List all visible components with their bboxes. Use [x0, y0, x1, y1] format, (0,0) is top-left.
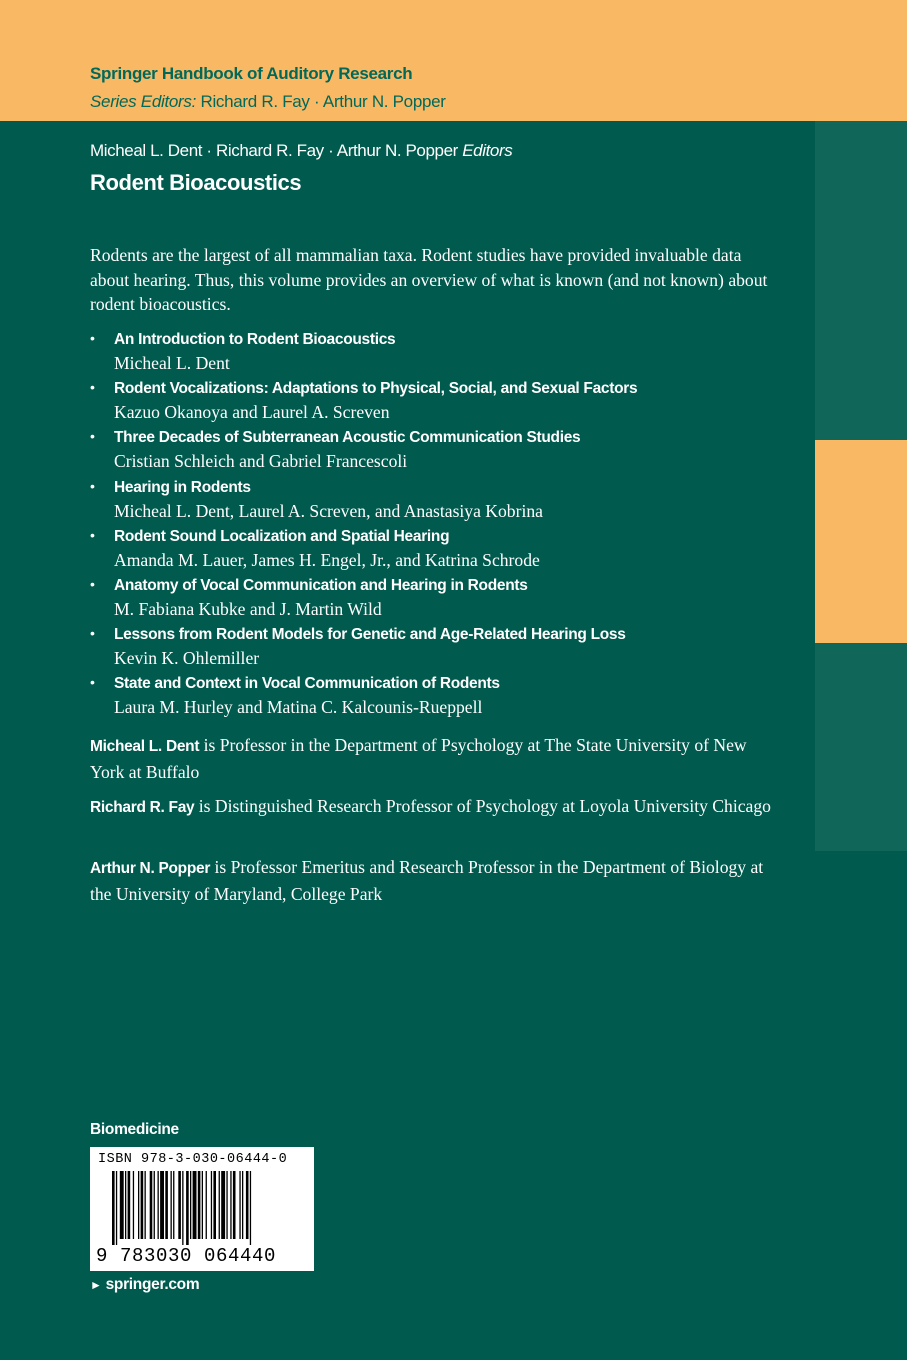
- editor-bio-dent: [90, 733, 780, 784]
- bio-name: Arthur N. Popper: [90, 860, 211, 877]
- barcode-bar: [182, 1171, 183, 1245]
- series-editors-names: Richard R. Fay · Arthur N. Popper: [196, 92, 446, 111]
- isbn-barcode: [90, 1147, 314, 1271]
- barcode-bars: [112, 1171, 302, 1245]
- chapter-authors: Micheal L. Dent: [114, 353, 230, 373]
- chapter-item: [90, 624, 810, 673]
- barcode-bar: [190, 1171, 191, 1239]
- barcode-bar: [112, 1171, 115, 1245]
- chapter-title: Rodent Vocalizations: Adaptations to Physical, Social, and Sexual Factors: [114, 380, 638, 398]
- barcode-bar: [239, 1171, 240, 1239]
- editor-bio-popper: [90, 855, 780, 906]
- barcode-bar: [226, 1171, 227, 1239]
- series-editors-label: Series Editors:: [90, 92, 197, 111]
- barcode-bar: [141, 1171, 144, 1239]
- bullet-icon: •: [90, 477, 95, 494]
- website-text: springer.com: [105, 1276, 200, 1293]
- barcode-bar: [202, 1171, 203, 1239]
- barcode-bar: [193, 1171, 197, 1239]
- barcode-bar: [138, 1171, 139, 1239]
- barcode-bar: [158, 1171, 159, 1239]
- bio-text: is Professor in the Department of Psychology at The State University of New York at Buffalo: [90, 735, 747, 782]
- chapter-item: [90, 427, 810, 476]
- barcode-bar: [186, 1171, 189, 1245]
- barcode-bar: [171, 1171, 172, 1239]
- chapter-authors: Laura M. Hurley and Matina C. Kalcounis-Rueppell: [114, 697, 483, 718]
- chapter-title: Rodent Sound Localization and Spatial Hearing: [114, 527, 450, 545]
- editor-bio-fay: [90, 794, 780, 821]
- bullet-icon: •: [90, 526, 95, 543]
- chapter-item: [90, 575, 810, 624]
- barcode-bar: [211, 1171, 212, 1239]
- barcode-bar: [125, 1171, 126, 1239]
- series-title: Springer Handbook of Auditory Research: [90, 64, 413, 83]
- book-editors-names: Micheal L. Dent · Richard R. Fay · Arthur N. Popper: [90, 141, 463, 160]
- chapter-item: [90, 673, 810, 722]
- barcode-bar: [178, 1171, 181, 1239]
- chapter-authors: Amanda M. Lauer, James H. Engel, Jr., and Katrina Schrode: [114, 549, 540, 570]
- barcode-bar: [165, 1171, 168, 1239]
- barcode-bar: [154, 1171, 155, 1239]
- subject-category: Biomedicine: [90, 1121, 179, 1138]
- barcode-bar: [219, 1171, 220, 1239]
- book-title: Rodent Bioacoustics: [90, 170, 302, 195]
- chapter-authors: Kazuo Okanoya and Laurel A. Screven: [114, 402, 390, 423]
- barcode-bar: [242, 1171, 243, 1239]
- bio-text: is Distinguished Research Professor of Psychology at Loyola University Chicago: [194, 796, 771, 816]
- book-description: Rodents are the largest of all mammalian taxa. Rodent studies have provided invaluable data about hearing. Thus, this volume provides an overview of what is known (and not known) about rodent bioacoustics.: [90, 245, 768, 314]
- chapter-title: Hearing in Rodents: [114, 478, 251, 496]
- barcode-bar: [250, 1171, 251, 1245]
- barcode-bar: [120, 1171, 124, 1239]
- bio-text: is Professor Emeritus and Research Professor in the Department of Biology at the University of Maryland, College Park: [90, 857, 764, 904]
- chapter-item: [90, 329, 810, 378]
- bullet-icon: •: [90, 674, 95, 691]
- barcode-bar: [230, 1171, 231, 1239]
- barcode-bar: [160, 1171, 164, 1239]
- book-editors-label: Editors: [462, 141, 513, 160]
- bullet-icon: •: [90, 428, 95, 445]
- chapter-title: An Introduction to Rodent Bioacoustics: [114, 331, 396, 348]
- bullet-icon: •: [90, 379, 95, 396]
- barcode-bar: [133, 1171, 134, 1239]
- barcode-bar: [145, 1171, 146, 1239]
- barcode-bar: [246, 1171, 249, 1239]
- publisher-website: [90, 1276, 199, 1294]
- bio-name: Richard R. Fay: [90, 799, 195, 816]
- series-editors: [90, 92, 446, 112]
- barcode-bar: [206, 1171, 207, 1239]
- ean-digits: 9 783030 064440: [96, 1245, 277, 1267]
- book-editors: [90, 141, 512, 161]
- bullet-icon: •: [90, 575, 95, 592]
- chapter-item: [90, 526, 810, 575]
- bio-name: Micheal L. Dent: [90, 738, 200, 755]
- barcode-bar: [173, 1171, 174, 1239]
- chapter-list: [90, 329, 810, 723]
- bullet-icon: •: [90, 330, 95, 346]
- barcode-bar: [213, 1171, 216, 1239]
- chapter-item: [90, 378, 810, 427]
- bullet-icon: •: [90, 625, 95, 642]
- chapter-item: [90, 477, 810, 526]
- chapter-authors: Kevin K. Ohlemiller: [114, 648, 260, 669]
- barcode-bar: [150, 1171, 153, 1239]
- chapter-title: Lessons from Rodent Models for Genetic and Age-Related Hearing Loss: [114, 626, 626, 644]
- barcode-bar: [221, 1171, 225, 1239]
- chapter-authors: Micheal L. Dent, Laurel A. Screven, and Anastasiya Kobrina: [114, 500, 543, 521]
- chapter-authors: Cristian Schleich and Gabriel Francescoli: [114, 451, 408, 472]
- chapter-title: State and Context in Vocal Communication of Rodents: [114, 675, 500, 693]
- barcode-bar: [116, 1171, 117, 1245]
- barcode-bar: [198, 1171, 201, 1239]
- chapter-authors: M. Fabiana Kubke and J. Martin Wild: [114, 598, 382, 619]
- isbn-number: ISBN 978-3-030-06444-0: [98, 1152, 288, 1167]
- arrow-right-icon: ►: [90, 1278, 102, 1292]
- chapter-title: Three Decades of Subterranean Acoustic Communication Studies: [114, 429, 581, 447]
- spine-orange-block: [815, 440, 907, 643]
- barcode-bar: [233, 1171, 236, 1239]
- barcode-bar: [128, 1171, 131, 1239]
- chapter-title: Anatomy of Vocal Communication and Hearing in Rodents: [114, 576, 528, 594]
